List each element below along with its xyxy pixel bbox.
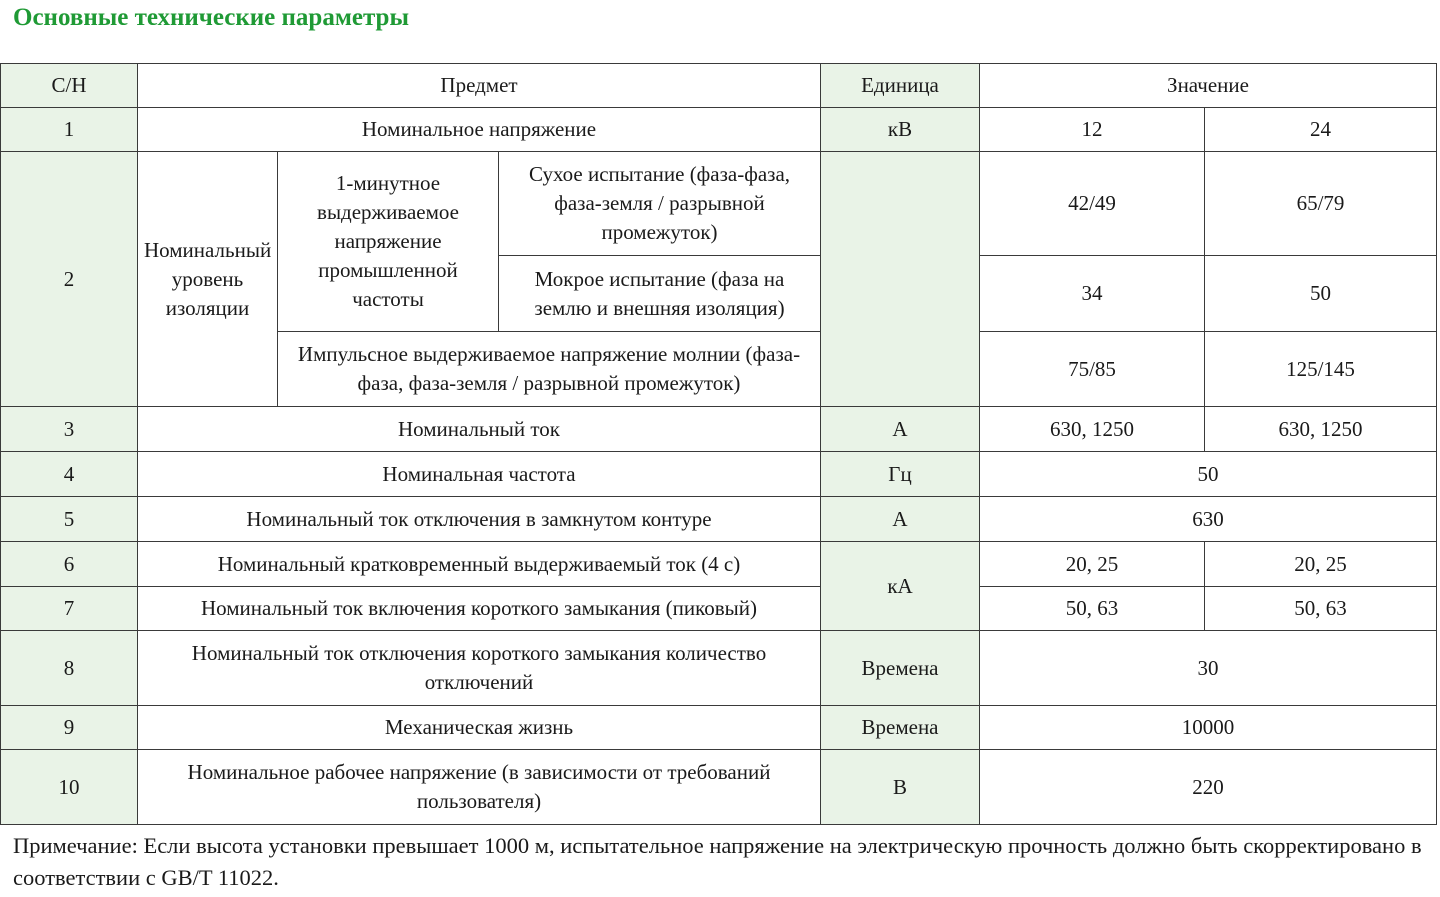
sn-cell: 1: [1, 108, 138, 152]
header-sn: С/Н: [1, 64, 138, 108]
header-row: [1, 64, 1437, 108]
value-cell: 630, 1250: [980, 407, 1205, 452]
value-cell: 630: [980, 497, 1437, 542]
table-row: [1, 706, 1437, 750]
table-row: [1, 587, 1437, 631]
sn-cell: 3: [1, 407, 138, 452]
value-cell: 24: [1205, 108, 1437, 152]
item-cell: Импульсное выдерживаемое напряжение молнии (фаза-фаза, фаза-земля / разрывной промежуток): [278, 332, 821, 407]
item-cell: Номинальный ток отключения в замкнутом контуре: [138, 497, 821, 542]
unit-cell-empty: [821, 152, 980, 407]
sn-cell: 5: [1, 497, 138, 542]
power-frequency-cell: 1-минутное выдерживаемое напряжение промышленной частоты: [278, 152, 499, 332]
value-cell: 125/145: [1205, 332, 1437, 407]
unit-cell: кА: [821, 542, 980, 631]
value-cell: 20, 25: [1205, 542, 1437, 587]
header-value: Значение: [980, 64, 1437, 108]
item-cell: Номинальное напряжение: [138, 108, 821, 152]
unit-cell: В: [821, 750, 980, 825]
sn-cell: 7: [1, 587, 138, 631]
table-row: [1, 152, 1437, 256]
table-row: [1, 407, 1437, 452]
sn-cell: 8: [1, 631, 138, 706]
sn-cell: 2: [1, 152, 138, 407]
insulation-group-cell: Номинальный уровень изоляции: [138, 152, 278, 407]
unit-cell: Времена: [821, 631, 980, 706]
unit-cell: Гц: [821, 452, 980, 497]
value-cell: 10000: [980, 706, 1437, 750]
item-cell: Сухое испытание (фаза-фаза, фаза-земля / разрывной промежуток): [499, 152, 821, 256]
unit-cell: А: [821, 497, 980, 542]
table-row: [1, 497, 1437, 542]
value-cell: 34: [980, 256, 1205, 332]
item-cell: Номинальный кратковременный выдерживаемый ток (4 с): [138, 542, 821, 587]
table-row: [1, 750, 1437, 825]
value-cell: 50: [980, 452, 1437, 497]
item-cell: Номинальный ток отключения короткого замыкания количество отключений: [138, 631, 821, 706]
item-cell: Номинальная частота: [138, 452, 821, 497]
unit-cell: кВ: [821, 108, 980, 152]
value-cell: 65/79: [1205, 152, 1437, 256]
table-row: [1, 542, 1437, 587]
header-unit: Единица: [821, 64, 980, 108]
sn-cell: 6: [1, 542, 138, 587]
item-cell: Номинальный ток включения короткого замыкания (пиковый): [138, 587, 821, 631]
item-cell: Номинальный ток: [138, 407, 821, 452]
table-row: [1, 452, 1437, 497]
value-cell: 50: [1205, 256, 1437, 332]
item-cell: Номинальное рабочее напряжение (в зависимости от требований пользователя): [138, 750, 821, 825]
page-title: Основные технические параметры: [13, 4, 409, 31]
item-cell: Мокрое испытание (фаза на землю и внешняя изоляция): [499, 256, 821, 332]
sn-cell: 4: [1, 452, 138, 497]
unit-cell: Времена: [821, 706, 980, 750]
value-cell: 12: [980, 108, 1205, 152]
table-row: [1, 108, 1437, 152]
sn-cell: 10: [1, 750, 138, 825]
table-row: [1, 631, 1437, 706]
footnote: Примечание: Если высота установки превышает 1000 м, испытательное напряжение на электрическую прочность должно быть скорректировано в соответствии с GB/T 11022.: [13, 833, 1422, 890]
header-item: Предмет: [138, 64, 821, 108]
unit-cell: А: [821, 407, 980, 452]
value-cell: 75/85: [980, 332, 1205, 407]
item-cell: Механическая жизнь: [138, 706, 821, 750]
value-cell: 50, 63: [980, 587, 1205, 631]
value-cell: 220: [980, 750, 1437, 825]
sn-cell: 9: [1, 706, 138, 750]
value-cell: 630, 1250: [1205, 407, 1437, 452]
value-cell: 20, 25: [980, 542, 1205, 587]
value-cell: 30: [980, 631, 1437, 706]
value-cell: 42/49: [980, 152, 1205, 256]
spec-table: [0, 63, 1437, 825]
value-cell: 50, 63: [1205, 587, 1437, 631]
